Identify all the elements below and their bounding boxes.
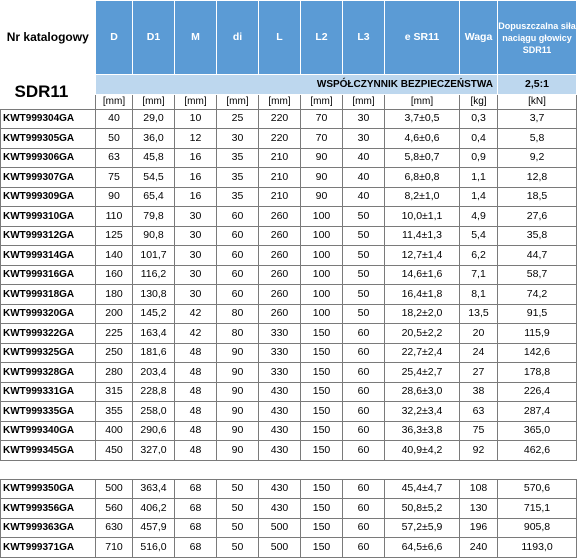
value-cell: 80 [217,324,259,344]
catalog-number-cell: KWT999371GA [1,538,96,558]
value-cell: 570,6 [498,479,577,499]
table-row [1,343,577,363]
value-cell: 203,4 [133,363,175,383]
value-cell: 450 [96,441,133,461]
value-cell: 500 [259,538,301,558]
catalog-number-cell: KWT999363GA [1,518,96,538]
catalog-number-cell: KWT999316GA [1,265,96,285]
value-cell: 70 [301,129,343,149]
table-row [1,226,577,246]
value-cell: 35 [217,187,259,207]
table-row [1,402,577,422]
unit-cell: [mm] [259,94,301,109]
value-cell: 101,7 [133,246,175,266]
value-cell: 220 [259,109,301,129]
unit-cell: [mm] [96,94,133,109]
value-cell: 63 [460,402,498,422]
value-cell: 68 [175,538,217,558]
value-cell: 30 [175,246,217,266]
value-cell: 60 [343,518,385,538]
value-cell: 430 [259,499,301,519]
value-cell: 30 [343,109,385,129]
value-cell: 315 [96,382,133,402]
value-cell: 16 [175,148,217,168]
value-cell: 90 [217,382,259,402]
unit-cell: [mm] [385,94,460,109]
value-cell: 258,0 [133,402,175,422]
value-cell: 560 [96,499,133,519]
value-cell: 110 [96,207,133,227]
value-cell: 150 [301,441,343,461]
value-cell: 150 [301,499,343,519]
safety-factor-value: 2,5:1 [498,75,577,95]
value-cell: 18,2±2,0 [385,304,460,324]
value-cell: 142,6 [498,343,577,363]
value-cell: 12,7±1,4 [385,246,460,266]
value-cell: 18,5 [498,187,577,207]
value-cell: 48 [175,441,217,461]
value-cell: 100 [301,285,343,305]
value-cell: 27 [460,363,498,383]
catalog-number-cell: KWT999331GA [1,382,96,402]
value-cell: 90 [217,343,259,363]
value-cell: 60 [343,402,385,422]
value-cell: 64,5±6,6 [385,538,460,558]
value-cell: 226,4 [498,382,577,402]
table-row [1,421,577,441]
value-cell: 40,9±4,2 [385,441,460,461]
column-header: L3 [343,1,385,75]
value-cell: 430 [259,402,301,422]
value-cell: 6,8±0,8 [385,168,460,188]
unit-cell: [mm] [133,94,175,109]
value-cell: 1193,0 [498,538,577,558]
value-cell: 260 [259,246,301,266]
value-cell: 905,8 [498,518,577,538]
value-cell: 16 [175,168,217,188]
value-cell: 13,5 [460,304,498,324]
value-cell: 50,8±5,2 [385,499,460,519]
value-cell: 30 [343,129,385,149]
value-cell: 60 [343,499,385,519]
value-cell: 0,9 [460,148,498,168]
unit-cell: [mm] [301,94,343,109]
catalog-number-cell: KWT999314GA [1,246,96,266]
value-cell: 260 [259,304,301,324]
value-cell: 260 [259,226,301,246]
table-row [1,518,577,538]
value-cell: 42 [175,304,217,324]
value-cell: 45,4±4,7 [385,479,460,499]
value-cell: 140 [96,246,133,266]
gap-row [1,460,577,479]
value-cell: 400 [96,421,133,441]
table-row [1,441,577,461]
value-cell: 4,6±0,6 [385,129,460,149]
unit-cell: [mm] [217,94,259,109]
value-cell: 68 [175,479,217,499]
value-cell: 29,0 [133,109,175,129]
value-cell: 5,8±0,7 [385,148,460,168]
value-cell: 68 [175,518,217,538]
value-cell: 60 [217,207,259,227]
value-cell: 40 [343,187,385,207]
value-cell: 40 [343,168,385,188]
factor-row [1,75,577,95]
value-cell: 500 [96,479,133,499]
value-cell: 50 [343,304,385,324]
value-cell: 330 [259,324,301,344]
value-cell: 150 [301,518,343,538]
catalog-number-cell: KWT999345GA [1,441,96,461]
value-cell: 12 [175,129,217,149]
catalog-number-cell: KWT999328GA [1,363,96,383]
value-cell: 30 [175,285,217,305]
catalog-number-cell: KWT999335GA [1,402,96,422]
value-cell: 35 [217,168,259,188]
table-row [1,148,577,168]
value-cell: 90,8 [133,226,175,246]
column-header: D [96,1,133,75]
catalog-number-cell: KWT999304GA [1,109,96,129]
value-cell: 16,4±1,8 [385,285,460,305]
value-cell: 60 [343,479,385,499]
value-cell: 163,4 [133,324,175,344]
value-cell: 91,5 [498,304,577,324]
value-cell: 457,9 [133,518,175,538]
value-cell: 1,1 [460,168,498,188]
value-cell: 60 [217,226,259,246]
value-cell: 92 [460,441,498,461]
value-cell: 116,2 [133,265,175,285]
table-row [1,246,577,266]
value-cell: 327,0 [133,441,175,461]
value-cell: 1,4 [460,187,498,207]
value-cell: 90 [217,441,259,461]
value-cell: 406,2 [133,499,175,519]
value-cell: 225 [96,324,133,344]
value-cell: 100 [301,246,343,266]
value-cell: 0,3 [460,109,498,129]
value-cell: 45,8 [133,148,175,168]
value-cell: 60 [343,363,385,383]
value-cell: 9,2 [498,148,577,168]
value-cell: 3,7±0,5 [385,109,460,129]
value-cell: 150 [301,479,343,499]
value-cell: 32,2±3,4 [385,402,460,422]
value-cell: 330 [259,343,301,363]
value-cell: 0,4 [460,129,498,149]
table-row [1,168,577,188]
value-cell: 8,2±1,0 [385,187,460,207]
value-cell: 27,6 [498,207,577,227]
unit-cell: [kN] [498,94,577,109]
value-cell: 90 [217,421,259,441]
catalog-number-cell: KWT999307GA [1,168,96,188]
value-cell: 90 [217,363,259,383]
value-cell: 30 [175,226,217,246]
safety-factor-label: WSPÓŁCZYNNIK BEZPIECZEŃSTWA [96,75,498,95]
value-cell: 35,8 [498,226,577,246]
value-cell: 4,9 [460,207,498,227]
value-cell: 57,2±5,9 [385,518,460,538]
value-cell: 90 [217,402,259,422]
table-row [1,285,577,305]
value-cell: 50 [343,285,385,305]
catalog-number-cell: KWT999310GA [1,207,96,227]
value-cell: 280 [96,363,133,383]
value-cell: 58,7 [498,265,577,285]
table-row [1,499,577,519]
value-cell: 100 [301,207,343,227]
value-cell: 48 [175,382,217,402]
value-cell: 260 [259,265,301,285]
table-row [1,382,577,402]
value-cell: 462,6 [498,441,577,461]
value-cell: 60 [217,246,259,266]
value-cell: 54,5 [133,168,175,188]
value-cell: 210 [259,187,301,207]
value-cell: 38 [460,382,498,402]
value-cell: 516,0 [133,538,175,558]
value-cell: 24 [460,343,498,363]
value-cell: 36,0 [133,129,175,149]
value-cell: 100 [301,265,343,285]
column-header: e SR11 [385,1,460,75]
table-row [1,109,577,129]
value-cell: 5,8 [498,129,577,149]
value-cell: 200 [96,304,133,324]
value-cell: 180 [96,285,133,305]
value-cell: 36,3±3,8 [385,421,460,441]
value-cell: 260 [259,285,301,305]
value-cell: 63 [96,148,133,168]
value-cell: 50 [217,499,259,519]
value-cell: 48 [175,343,217,363]
value-cell: 250 [96,343,133,363]
value-cell: 48 [175,363,217,383]
value-cell: 10,0±1,1 [385,207,460,227]
unit-cell: [mm] [343,94,385,109]
value-cell: 48 [175,402,217,422]
value-cell: 100 [301,304,343,324]
value-cell: 50 [96,129,133,149]
value-cell: 75 [96,168,133,188]
value-cell: 210 [259,168,301,188]
value-cell: 181,6 [133,343,175,363]
catalog-number-cell: KWT999309GA [1,187,96,207]
value-cell: 14,6±1,6 [385,265,460,285]
value-cell: 60 [343,538,385,558]
value-cell: 150 [301,382,343,402]
value-cell: 60 [343,324,385,344]
table-row [1,538,577,558]
table-row [1,265,577,285]
value-cell: 8,1 [460,285,498,305]
value-cell: 50 [343,265,385,285]
value-cell: 80 [217,304,259,324]
value-cell: 28,6±3,0 [385,382,460,402]
table-body-main [1,109,577,460]
value-cell: 90 [301,168,343,188]
value-cell: 11,4±1,3 [385,226,460,246]
value-cell: 7,1 [460,265,498,285]
catalog-number-cell: KWT999306GA [1,148,96,168]
series-label: SDR11 [14,82,69,101]
value-cell: 65,4 [133,187,175,207]
value-cell: 25 [217,109,259,129]
value-cell: 500 [259,518,301,538]
value-cell: 150 [301,363,343,383]
value-cell: 430 [259,421,301,441]
value-cell: 90 [301,148,343,168]
value-cell: 6,2 [460,246,498,266]
catalog-number-header: Nr katalogowy [6,30,89,44]
pull-force-header: Dopuszczalna siła naciągu głowicy SDR11 [498,1,577,75]
catalog-number-cell: KWT999312GA [1,226,96,246]
value-cell: 287,4 [498,402,577,422]
value-cell: 130,8 [133,285,175,305]
value-cell: 50 [217,479,259,499]
value-cell: 30 [217,129,259,149]
value-cell: 430 [259,382,301,402]
value-cell: 68 [175,499,217,519]
value-cell: 160 [96,265,133,285]
column-header: Waga [460,1,498,75]
value-cell: 145,2 [133,304,175,324]
value-cell: 240 [460,538,498,558]
value-cell: 108 [460,479,498,499]
value-cell: 16 [175,187,217,207]
value-cell: 25,4±2,7 [385,363,460,383]
value-cell: 430 [259,441,301,461]
value-cell: 60 [343,421,385,441]
catalog-number-cell: KWT999320GA [1,304,96,324]
table-row [1,324,577,344]
value-cell: 150 [301,324,343,344]
value-cell: 60 [343,343,385,363]
value-cell: 20 [460,324,498,344]
value-cell: 40 [343,148,385,168]
value-cell: 150 [301,421,343,441]
value-cell: 35 [217,148,259,168]
value-cell: 365,0 [498,421,577,441]
value-cell: 3,7 [498,109,577,129]
value-cell: 90 [301,187,343,207]
value-cell: 260 [259,207,301,227]
column-header: L2 [301,1,343,75]
value-cell: 178,8 [498,363,577,383]
header-row [1,1,577,75]
value-cell: 630 [96,518,133,538]
value-cell: 70 [301,109,343,129]
value-cell: 150 [301,538,343,558]
value-cell: 130 [460,499,498,519]
column-header: L [259,1,301,75]
value-cell: 710 [96,538,133,558]
value-cell: 100 [301,226,343,246]
value-cell: 430 [259,479,301,499]
value-cell: 220 [259,129,301,149]
value-cell: 40 [96,109,133,129]
catalog-number-cell: KWT999322GA [1,324,96,344]
table-row [1,207,577,227]
value-cell: 10 [175,109,217,129]
value-cell: 79,8 [133,207,175,227]
value-cell: 30 [175,207,217,227]
value-cell: 50 [343,207,385,227]
catalog-number-cell: KWT999350GA [1,479,96,499]
value-cell: 90 [96,187,133,207]
value-cell: 50 [217,538,259,558]
value-cell: 60 [343,382,385,402]
unit-cell: [mm] [175,94,217,109]
value-cell: 50 [217,518,259,538]
value-cell: 60 [217,265,259,285]
catalog-number-cell: KWT999325GA [1,343,96,363]
table-row [1,129,577,149]
table-gap [1,460,577,479]
value-cell: 75 [460,421,498,441]
catalog-number-cell: KWT999305GA [1,129,96,149]
table-row [1,187,577,207]
value-cell: 210 [259,148,301,168]
catalog-number-cell: KWT999340GA [1,421,96,441]
value-cell: 115,9 [498,324,577,344]
table-row [1,479,577,499]
value-cell: 330 [259,363,301,383]
value-cell: 60 [217,285,259,305]
value-cell: 30 [175,265,217,285]
table-row [1,363,577,383]
value-cell: 48 [175,421,217,441]
value-cell: 50 [343,246,385,266]
value-cell: 363,4 [133,479,175,499]
value-cell: 715,1 [498,499,577,519]
value-cell: 12,8 [498,168,577,188]
catalog-number-cell: KWT999318GA [1,285,96,305]
column-header: D1 [133,1,175,75]
value-cell: 228,8 [133,382,175,402]
value-cell: 22,7±2,4 [385,343,460,363]
value-cell: 44,7 [498,246,577,266]
value-cell: 150 [301,343,343,363]
value-cell: 20,5±2,2 [385,324,460,344]
value-cell: 50 [343,226,385,246]
value-cell: 5,4 [460,226,498,246]
value-cell: 150 [301,402,343,422]
column-header: di [217,1,259,75]
unit-cell: [kg] [460,94,498,109]
value-cell: 74,2 [498,285,577,305]
value-cell: 355 [96,402,133,422]
catalog-number-cell: KWT999356GA [1,499,96,519]
value-cell: 125 [96,226,133,246]
table-row [1,304,577,324]
value-cell: 196 [460,518,498,538]
value-cell: 60 [343,441,385,461]
column-header: M [175,1,217,75]
table-body-large [1,479,577,557]
value-cell: 290,6 [133,421,175,441]
value-cell: 42 [175,324,217,344]
